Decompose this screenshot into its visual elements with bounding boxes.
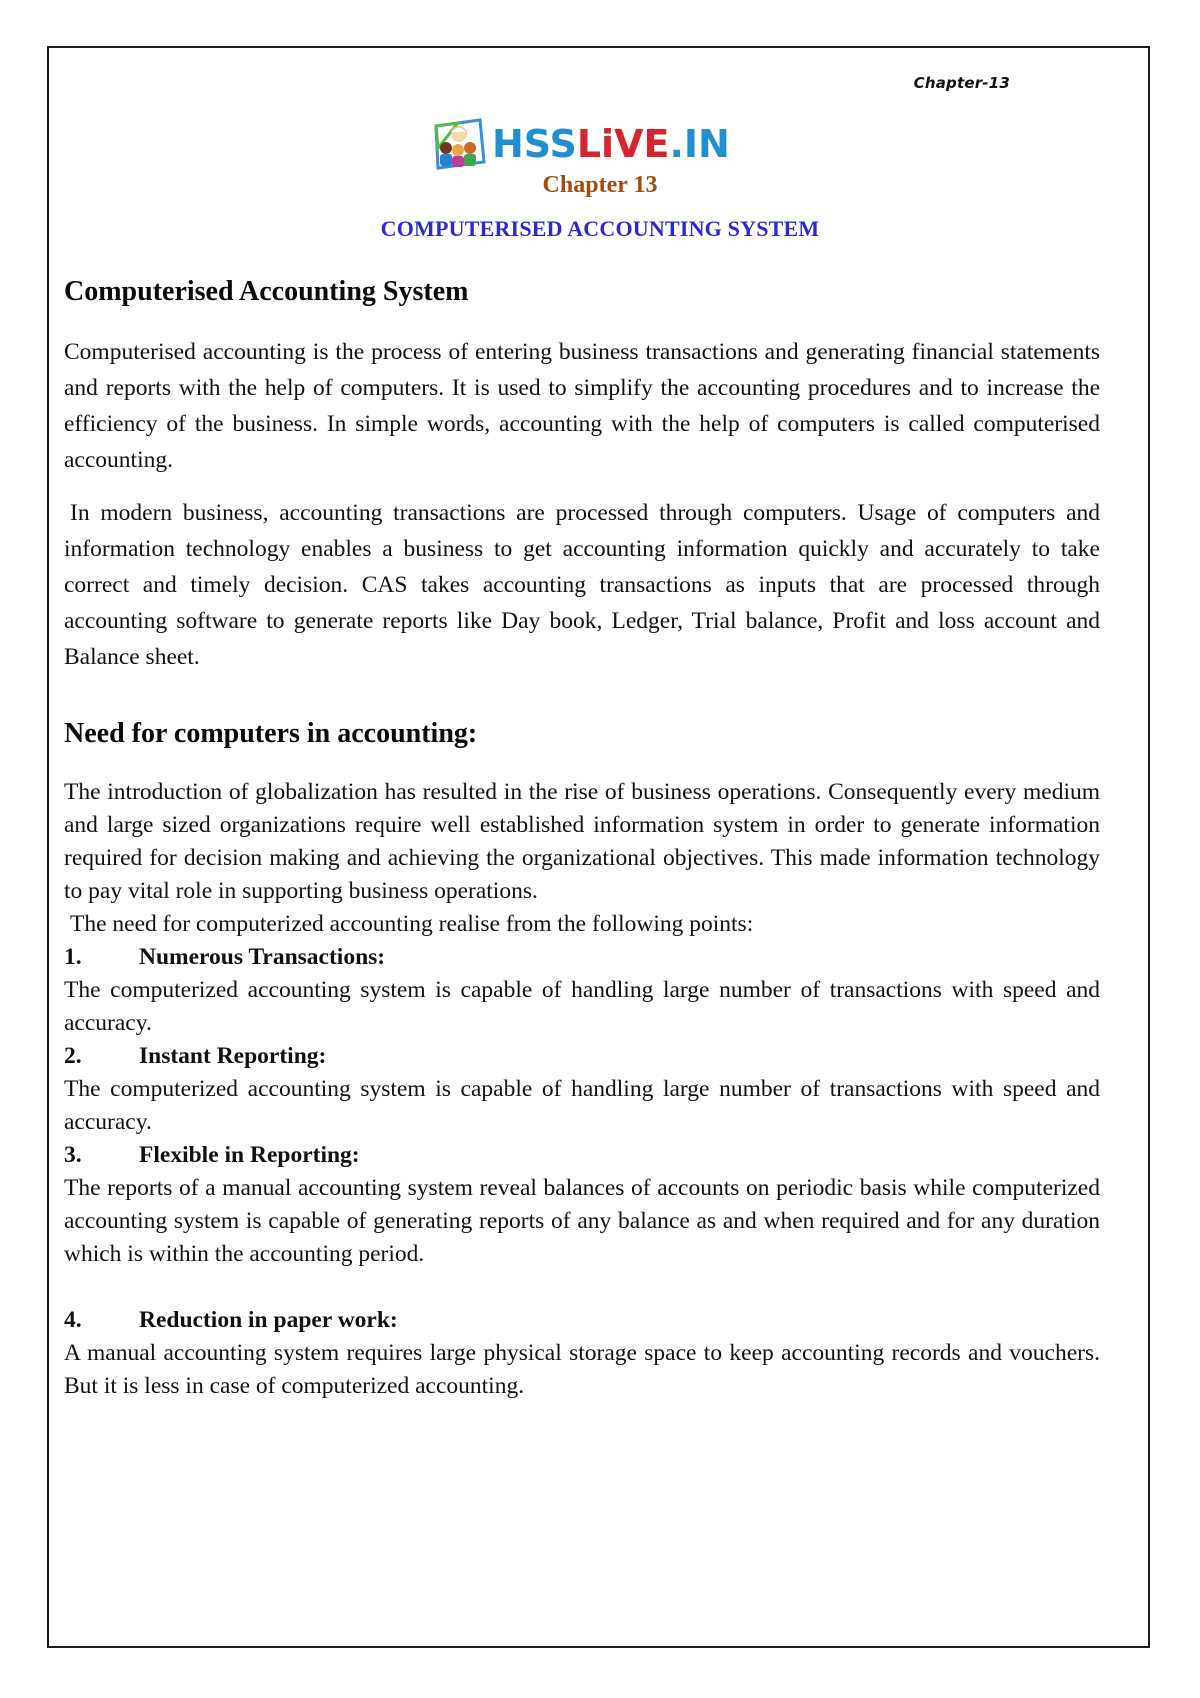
list-item-title: Instant Reporting: [139, 1043, 327, 1069]
section-heading-cas: Computerised Accounting System [64, 276, 469, 307]
running-head: Chapter-13 [913, 74, 1010, 92]
list-item-number: 4. [64, 1307, 82, 1333]
list-item-title: Numerous Transactions: [139, 944, 386, 970]
list-item-number: 2. [64, 1043, 82, 1069]
logo-text-live: LiVE [576, 122, 670, 166]
list-item-heading [64, 941, 1100, 974]
document-body [64, 272, 1100, 1403]
paragraph-lead-in: The need for computerized accounting realise from the following points: [70, 911, 754, 937]
paragraph-definition: Computerised accounting is the process of entering business transactions and generating financial statements and reports with the help of computers. It is used to simplify the accounting procedures and to increase the efficiency of the business. In simple words, accounting with the help of computers is called computerised accounting. [64, 339, 1100, 473]
list-item-title: Flexible in Reporting: [139, 1142, 360, 1168]
list-item-heading [64, 1040, 1100, 1073]
chapter-label: Chapter 13 [542, 172, 658, 198]
section-heading-need: Need for computers in accounting: [64, 718, 478, 749]
logo-wordmark [492, 122, 730, 166]
chapter-title: COMPUTERISED ACCOUNTING SYSTEM [380, 216, 820, 241]
list-item-title: Reduction in paper work: [139, 1307, 398, 1333]
list-item-text: The reports of a manual accounting system reveal balances of accounts on periodic basis while computerized accounting system is capable of generating reports of any balance as and when required and for any duration which is within the accounting period. [64, 1175, 1100, 1267]
list-item-text: The computerized accounting system is capable of handling large number of transactions with speed and accuracy. [64, 1076, 1100, 1135]
logo-text-in: .IN [669, 122, 730, 166]
logo-text-hss: HSS [492, 122, 577, 166]
list-item-number: 1. [64, 944, 82, 970]
paragraph-modern-business: In modern business, accounting transactions are processed through computers. Usage of computers and information technology enables a business to get accounting information quickly and accurately to take correct and timely decision. CAS takes accounting transactions as inputs that are processed through accounting software to generate reports like Day book, Ledger, Trial balance, Profit and loss account and Balance sheet. [64, 500, 1100, 670]
need-section-body [64, 776, 1100, 1403]
list-item-text: A manual accounting system requires large physical storage space to keep accounting records and vouchers. But it is less in case of computerized accounting. [64, 1340, 1100, 1399]
paragraph-globalization: The introduction of globalization has resulted in the rise of business operations. Consequently every medium and large sized organizations require well established information system in order to generate information required for decision making and achieving the organizational objectives. This made information technology to pay vital role in supporting business operations. [64, 779, 1100, 904]
list-item-number: 3. [64, 1142, 82, 1168]
hsslive-logo-icon [432, 118, 486, 170]
list-item-text: The computerized accounting system is capable of handling large number of transactions with speed and accuracy. [64, 977, 1100, 1036]
list-item-heading [64, 1304, 1100, 1337]
blank-line [64, 1271, 1100, 1304]
site-logo [432, 116, 730, 172]
list-item-heading [64, 1139, 1100, 1172]
